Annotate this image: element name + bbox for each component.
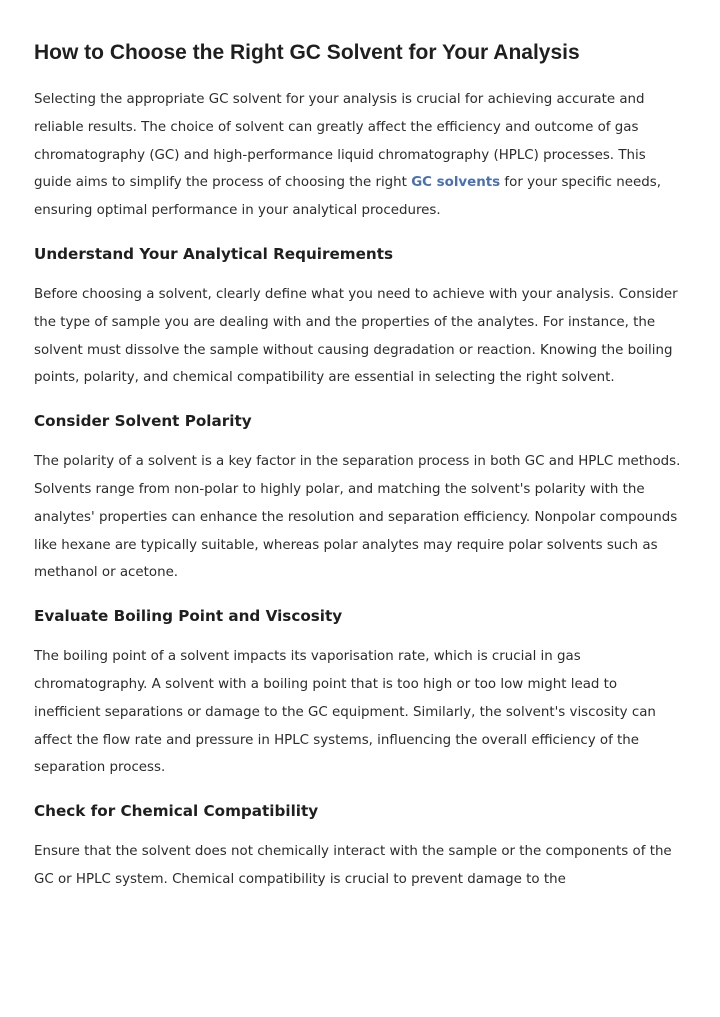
section-body-chemical-compatibility: Ensure that the solvent does not chemically interact with the sample or the components of the GC or HPLC system. Chemical compatibility is crucial to prevent damage to the (34, 844, 672, 887)
intro-text-after-link: for your specific needs, ensuring optimal performance in your analytical procedures. (34, 175, 661, 219)
gc-solvents-link[interactable]: GC solvents (411, 175, 501, 191)
section-heading-chemical-compatibility: Check for Chemical Compatibility (34, 802, 319, 821)
intro-paragraph (34, 86, 686, 225)
page-title: How to Choose the Right GC Solvent for Your Analysis (34, 41, 580, 64)
section-body-analytical-requirements: Before choosing a solvent, clearly define what you need to achieve with your analysis. Consider the type of sample you are dealing with and the properties of the analytes. For instance, the solvent must dissolve the sample without causing degradation or reaction. Knowing the boiling points, polarity, and chemical compatibility are essential in selecting the right solvent. (34, 286, 678, 386)
section-heading-boiling-point-viscosity: Evaluate Boiling Point and Viscosity (34, 607, 343, 626)
section-heading-analytical-requirements: Understand Your Analytical Requirements (34, 244, 393, 263)
section-body-boiling-point-viscosity: The boiling point of a solvent impacts its vaporisation rate, which is crucial in gas chromatography. A solvent with a boiling point that is too high or too low might lead to inefficient separations or damage to the GC equipment. Similarly, the solvent's viscosity can affect the flow rate and pressure in HPLC systems, influencing the overall efficiency of the separation process. (34, 649, 656, 776)
intro-text-before-link: Selecting the appropriate GC solvent for your analysis is crucial for achieving accurate and reliable results. The choice of solvent can greatly affect the efficiency and outcome of gas chromatography (GC) and high-performance liquid chromatography (HPLC) processes. This guide aims to simplify the process of choosing the right (34, 92, 646, 191)
section-body-solvent-polarity: The polarity of a solvent is a key factor in the separation process in both GC and HPLC methods. Solvents range from non-polar to highly polar, and matching the solvent's polarity with the analytes' properties can enhance the resolution and separation efficiency. Nonpolar compounds like hexane are typically suitable, whereas polar analytes may require polar solvents such as methanol or acetone. (34, 454, 681, 581)
section-heading-solvent-polarity: Consider Solvent Polarity (34, 412, 252, 431)
